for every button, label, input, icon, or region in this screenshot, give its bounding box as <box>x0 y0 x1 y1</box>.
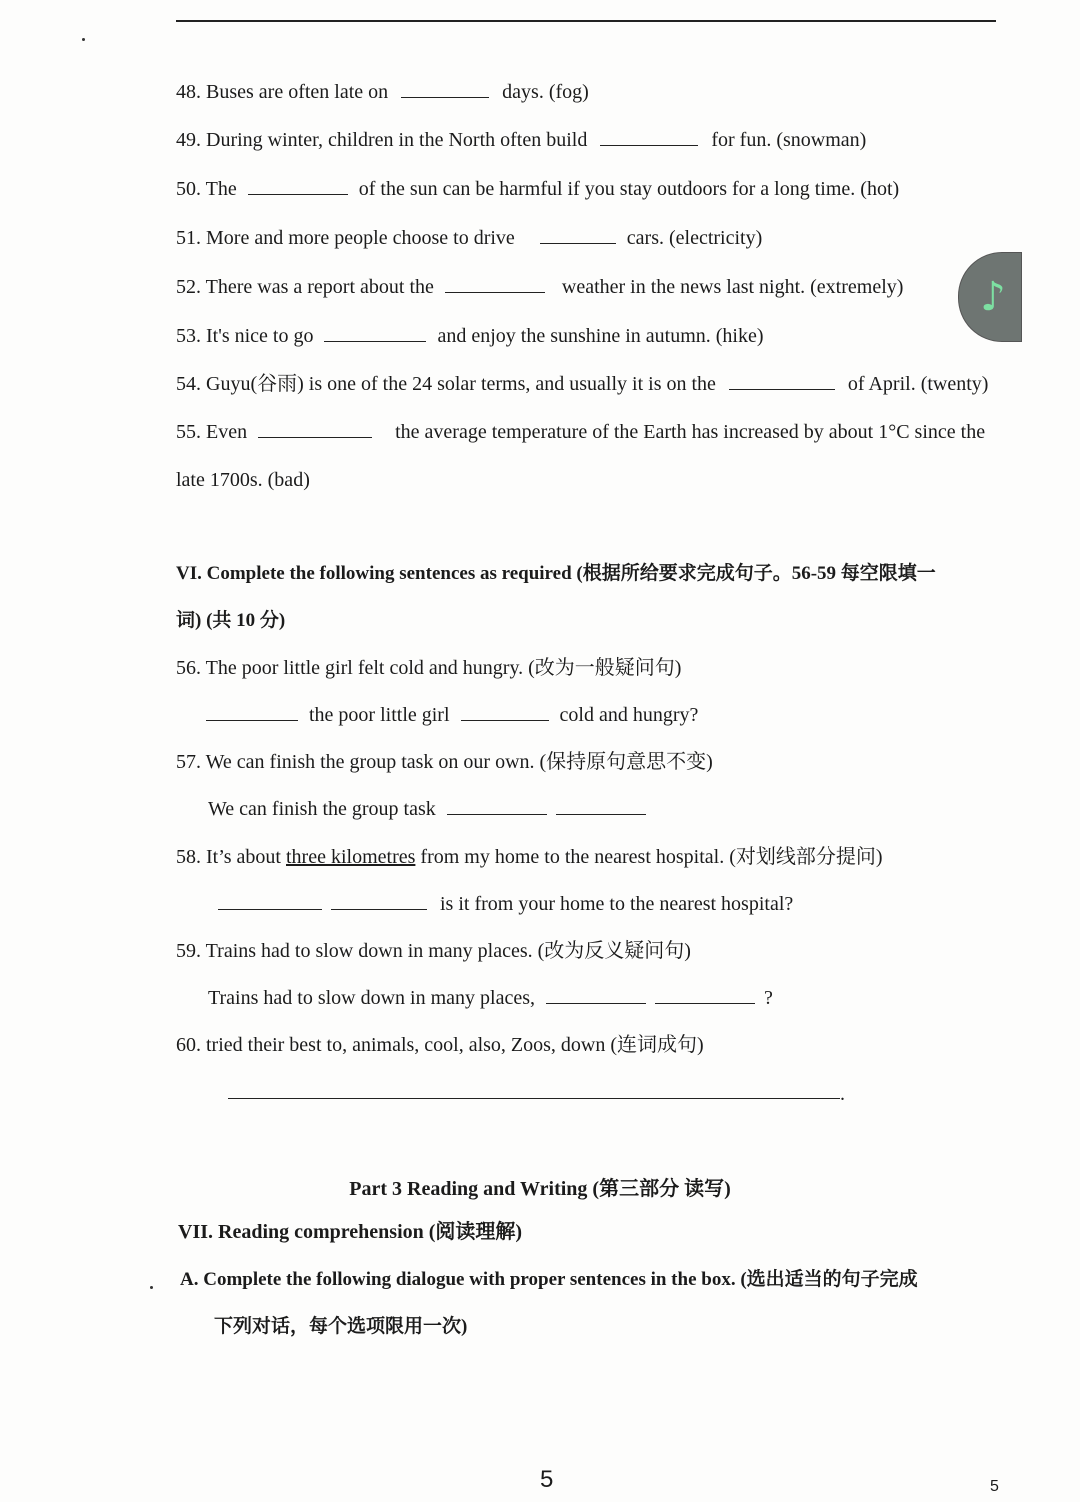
answer-text: We can finish the group task <box>208 798 436 820</box>
question-hint: of the sun can be harmful if you stay outdoors for a long time. (hot) <box>358 178 900 200</box>
answer-text: cold and hungry? <box>559 704 699 726</box>
question-59: 59. Trains had to slow down in many places. (改为反义疑问句) <box>176 940 691 962</box>
question-hint: days. (fog) <box>502 81 589 103</box>
question-50 <box>176 177 899 201</box>
question-text: 55. Even <box>176 421 248 443</box>
corner-number: 5 <box>990 1478 999 1495</box>
answer-blank <box>600 131 698 146</box>
answer-blank <box>447 800 547 815</box>
question-57-answer <box>208 797 646 821</box>
answer-blank <box>546 989 646 1004</box>
question-52 <box>176 275 903 299</box>
section-6-title: VI. Complete the following sentences as required (根据所给要求完成句子。56-59 每空限填一 <box>176 563 936 584</box>
page-number: 5 <box>540 1466 554 1493</box>
underlined-phrase: three kilometres <box>286 846 416 868</box>
answer-blank <box>401 83 489 98</box>
question-48 <box>176 80 589 104</box>
question-hint: late 1700s. (bad) <box>176 469 310 491</box>
question-57: 57. We can finish the group task on our own. (保持原句意思不变) <box>176 751 713 773</box>
answer-text: Trains had to slow down in many places, <box>208 987 536 1009</box>
question-text: 48. Buses are often late on <box>176 81 389 103</box>
music-note-icon: ♪ <box>980 274 1006 320</box>
question-51 <box>176 226 762 250</box>
answer-blank <box>729 375 835 390</box>
question-53 <box>176 324 764 348</box>
question-56-answer <box>206 703 698 727</box>
part-a-instructions-continued: 下列对话，每个选项限用一次) <box>214 1316 468 1337</box>
question-text: 52. There was a report about the <box>176 276 434 298</box>
answer-blank <box>218 895 322 910</box>
question-54 <box>176 372 988 396</box>
question-text: 51. More and more people choose to drive <box>176 227 515 249</box>
question-59-answer <box>208 986 773 1010</box>
question-58-answer <box>218 892 793 916</box>
answer-blank <box>655 989 755 1004</box>
speck <box>150 1286 153 1289</box>
question-55 <box>176 420 985 444</box>
answer-blank <box>248 180 348 195</box>
part-a-instructions: A. Complete the following dialogue with proper sentences in the box. (选出适当的句子完成 <box>180 1269 918 1290</box>
answer-blank <box>461 706 549 721</box>
question-60: 60. tried their best to, animals, cool, also, Zoos, down (连词成句) <box>176 1034 704 1056</box>
question-text: 49. During winter, children in the North often build <box>176 129 588 151</box>
question-49 <box>176 128 866 152</box>
answer-blank <box>206 706 298 721</box>
question-56: 56. The poor little girl felt cold and hungry. (改为一般疑问句) <box>176 657 682 679</box>
answer-line <box>228 1098 840 1099</box>
speck <box>82 38 85 41</box>
top-rule <box>176 20 996 22</box>
answer-blank <box>331 895 427 910</box>
answer-blank <box>324 327 426 342</box>
sentence-end: . <box>840 1083 845 1105</box>
answer-blank <box>258 423 372 438</box>
part-3-title: Part 3 Reading and Writing (第三部分 读写) <box>349 1178 731 1200</box>
answer-text: ? <box>764 987 773 1009</box>
section-6-title-continued: 词) (共 10 分) <box>176 610 286 631</box>
question-text: 54. Guyu(谷雨) is one of the 24 solar terms, and usually it is on the <box>176 373 716 395</box>
question-hint: for fun. (snowman) <box>711 129 867 151</box>
question-hint: of April. (twenty) <box>847 373 989 395</box>
question-text: 53. It's nice to go <box>176 325 314 347</box>
question-55-continued <box>176 468 310 492</box>
question-text: 50. The <box>176 178 237 200</box>
question-hint: cars. (electricity) <box>626 227 763 249</box>
question-hint: and enjoy the sunshine in autumn. (hike) <box>437 325 764 347</box>
music-button[interactable] <box>958 252 1022 342</box>
answer-text: the poor little girl <box>309 704 450 726</box>
question-58 <box>176 845 883 869</box>
question-hint: the average temperature of the Earth has increased by about 1°C since the <box>395 421 986 443</box>
question-text: from my home to the nearest hospital. (对划线部分提问) <box>420 846 883 868</box>
answer-blank <box>556 800 646 815</box>
section-7-title: VII. Reading comprehension (阅读理解) <box>178 1221 523 1243</box>
question-text: 58. It’s about <box>176 846 281 868</box>
answer-blank <box>445 278 545 293</box>
answer-blank <box>540 229 616 244</box>
question-hint: weather in the news last night. (extremely) <box>561 276 904 298</box>
answer-text: is it from your home to the nearest hospital? <box>440 893 794 915</box>
